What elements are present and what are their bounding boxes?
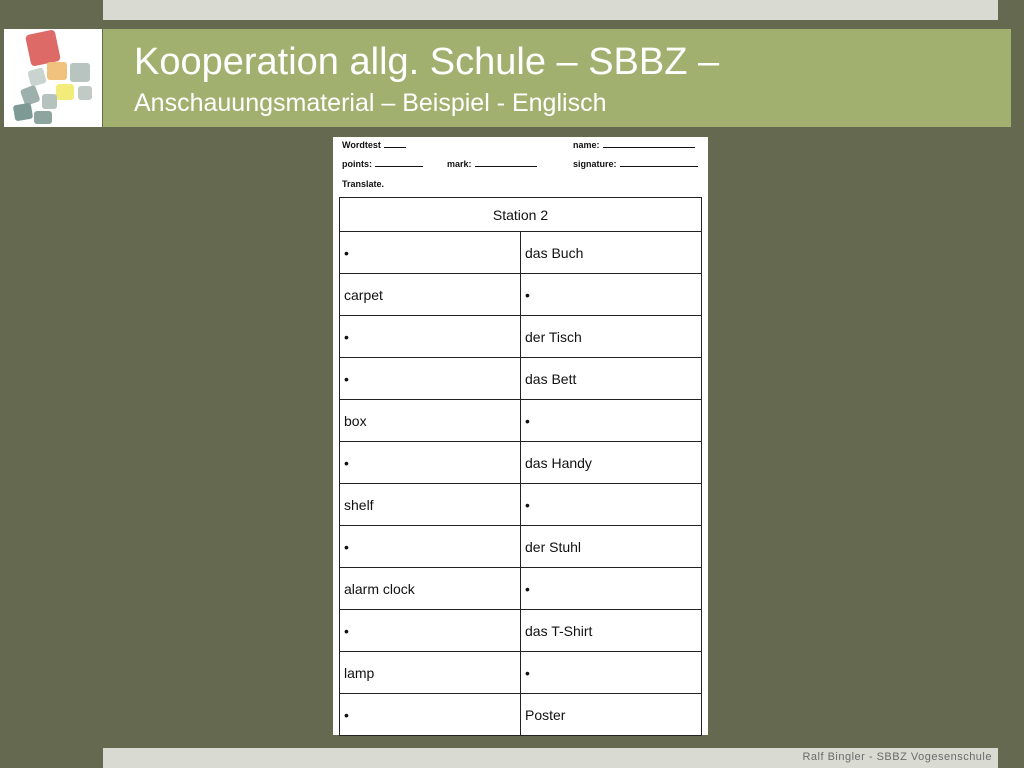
german-cell: • (521, 274, 702, 316)
table-row (340, 484, 702, 526)
english-cell: shelf (340, 484, 521, 526)
footer-strip (103, 748, 998, 768)
top-strip (103, 0, 998, 20)
table-row (340, 694, 702, 736)
mark-label: mark: (447, 159, 472, 169)
table-row (340, 400, 702, 442)
english-cell: alarm clock (340, 568, 521, 610)
table-row (340, 526, 702, 568)
slide-title: Kooperation allg. Schule – SBBZ – (134, 41, 720, 83)
german-cell: der Stuhl (521, 526, 702, 568)
english-cell: box (340, 400, 521, 442)
title-bar (103, 29, 1011, 127)
english-cell: lamp (340, 652, 521, 694)
mark-field (447, 158, 537, 169)
name-label: name: (573, 140, 600, 150)
tiles-logo-icon (4, 29, 102, 127)
german-cell: • (521, 568, 702, 610)
table-row (340, 274, 702, 316)
footer-credit: Ralf Bingler - SBBZ Vogesenschule (802, 751, 992, 763)
german-cell: • (521, 484, 702, 526)
signature-label: signature: (573, 159, 617, 169)
table-row (340, 358, 702, 400)
wordtest-field (342, 139, 406, 150)
table-row (340, 652, 702, 694)
english-cell: • (340, 232, 521, 274)
points-field (342, 158, 423, 169)
table-row (340, 232, 702, 274)
school-logo (4, 29, 102, 127)
english-cell: • (340, 526, 521, 568)
points-label: points: (342, 159, 372, 169)
wordtest-label: Wordtest (342, 140, 381, 150)
english-cell: carpet (340, 274, 521, 316)
table-row (340, 610, 702, 652)
table-row (340, 316, 702, 358)
english-cell: • (340, 316, 521, 358)
instruction-text: Translate. (342, 179, 385, 189)
name-field (573, 139, 695, 150)
english-cell: • (340, 442, 521, 484)
worksheet-image (333, 137, 708, 735)
slide-subtitle: Anschauungsmaterial – Beispiel - Englisch (134, 89, 607, 117)
table-header-row (340, 198, 702, 232)
vocabulary-table (339, 197, 702, 736)
german-cell: • (521, 652, 702, 694)
german-cell: das T-Shirt (521, 610, 702, 652)
table-row (340, 568, 702, 610)
table-row (340, 442, 702, 484)
german-cell: Poster (521, 694, 702, 736)
german-cell: das Handy (521, 442, 702, 484)
english-cell: • (340, 610, 521, 652)
english-cell: • (340, 358, 521, 400)
german-cell: das Bett (521, 358, 702, 400)
english-cell: • (340, 694, 521, 736)
german-cell: das Buch (521, 232, 702, 274)
german-cell: • (521, 400, 702, 442)
german-cell: der Tisch (521, 316, 702, 358)
station-heading: Station 2 (340, 198, 702, 232)
signature-field (573, 158, 698, 169)
